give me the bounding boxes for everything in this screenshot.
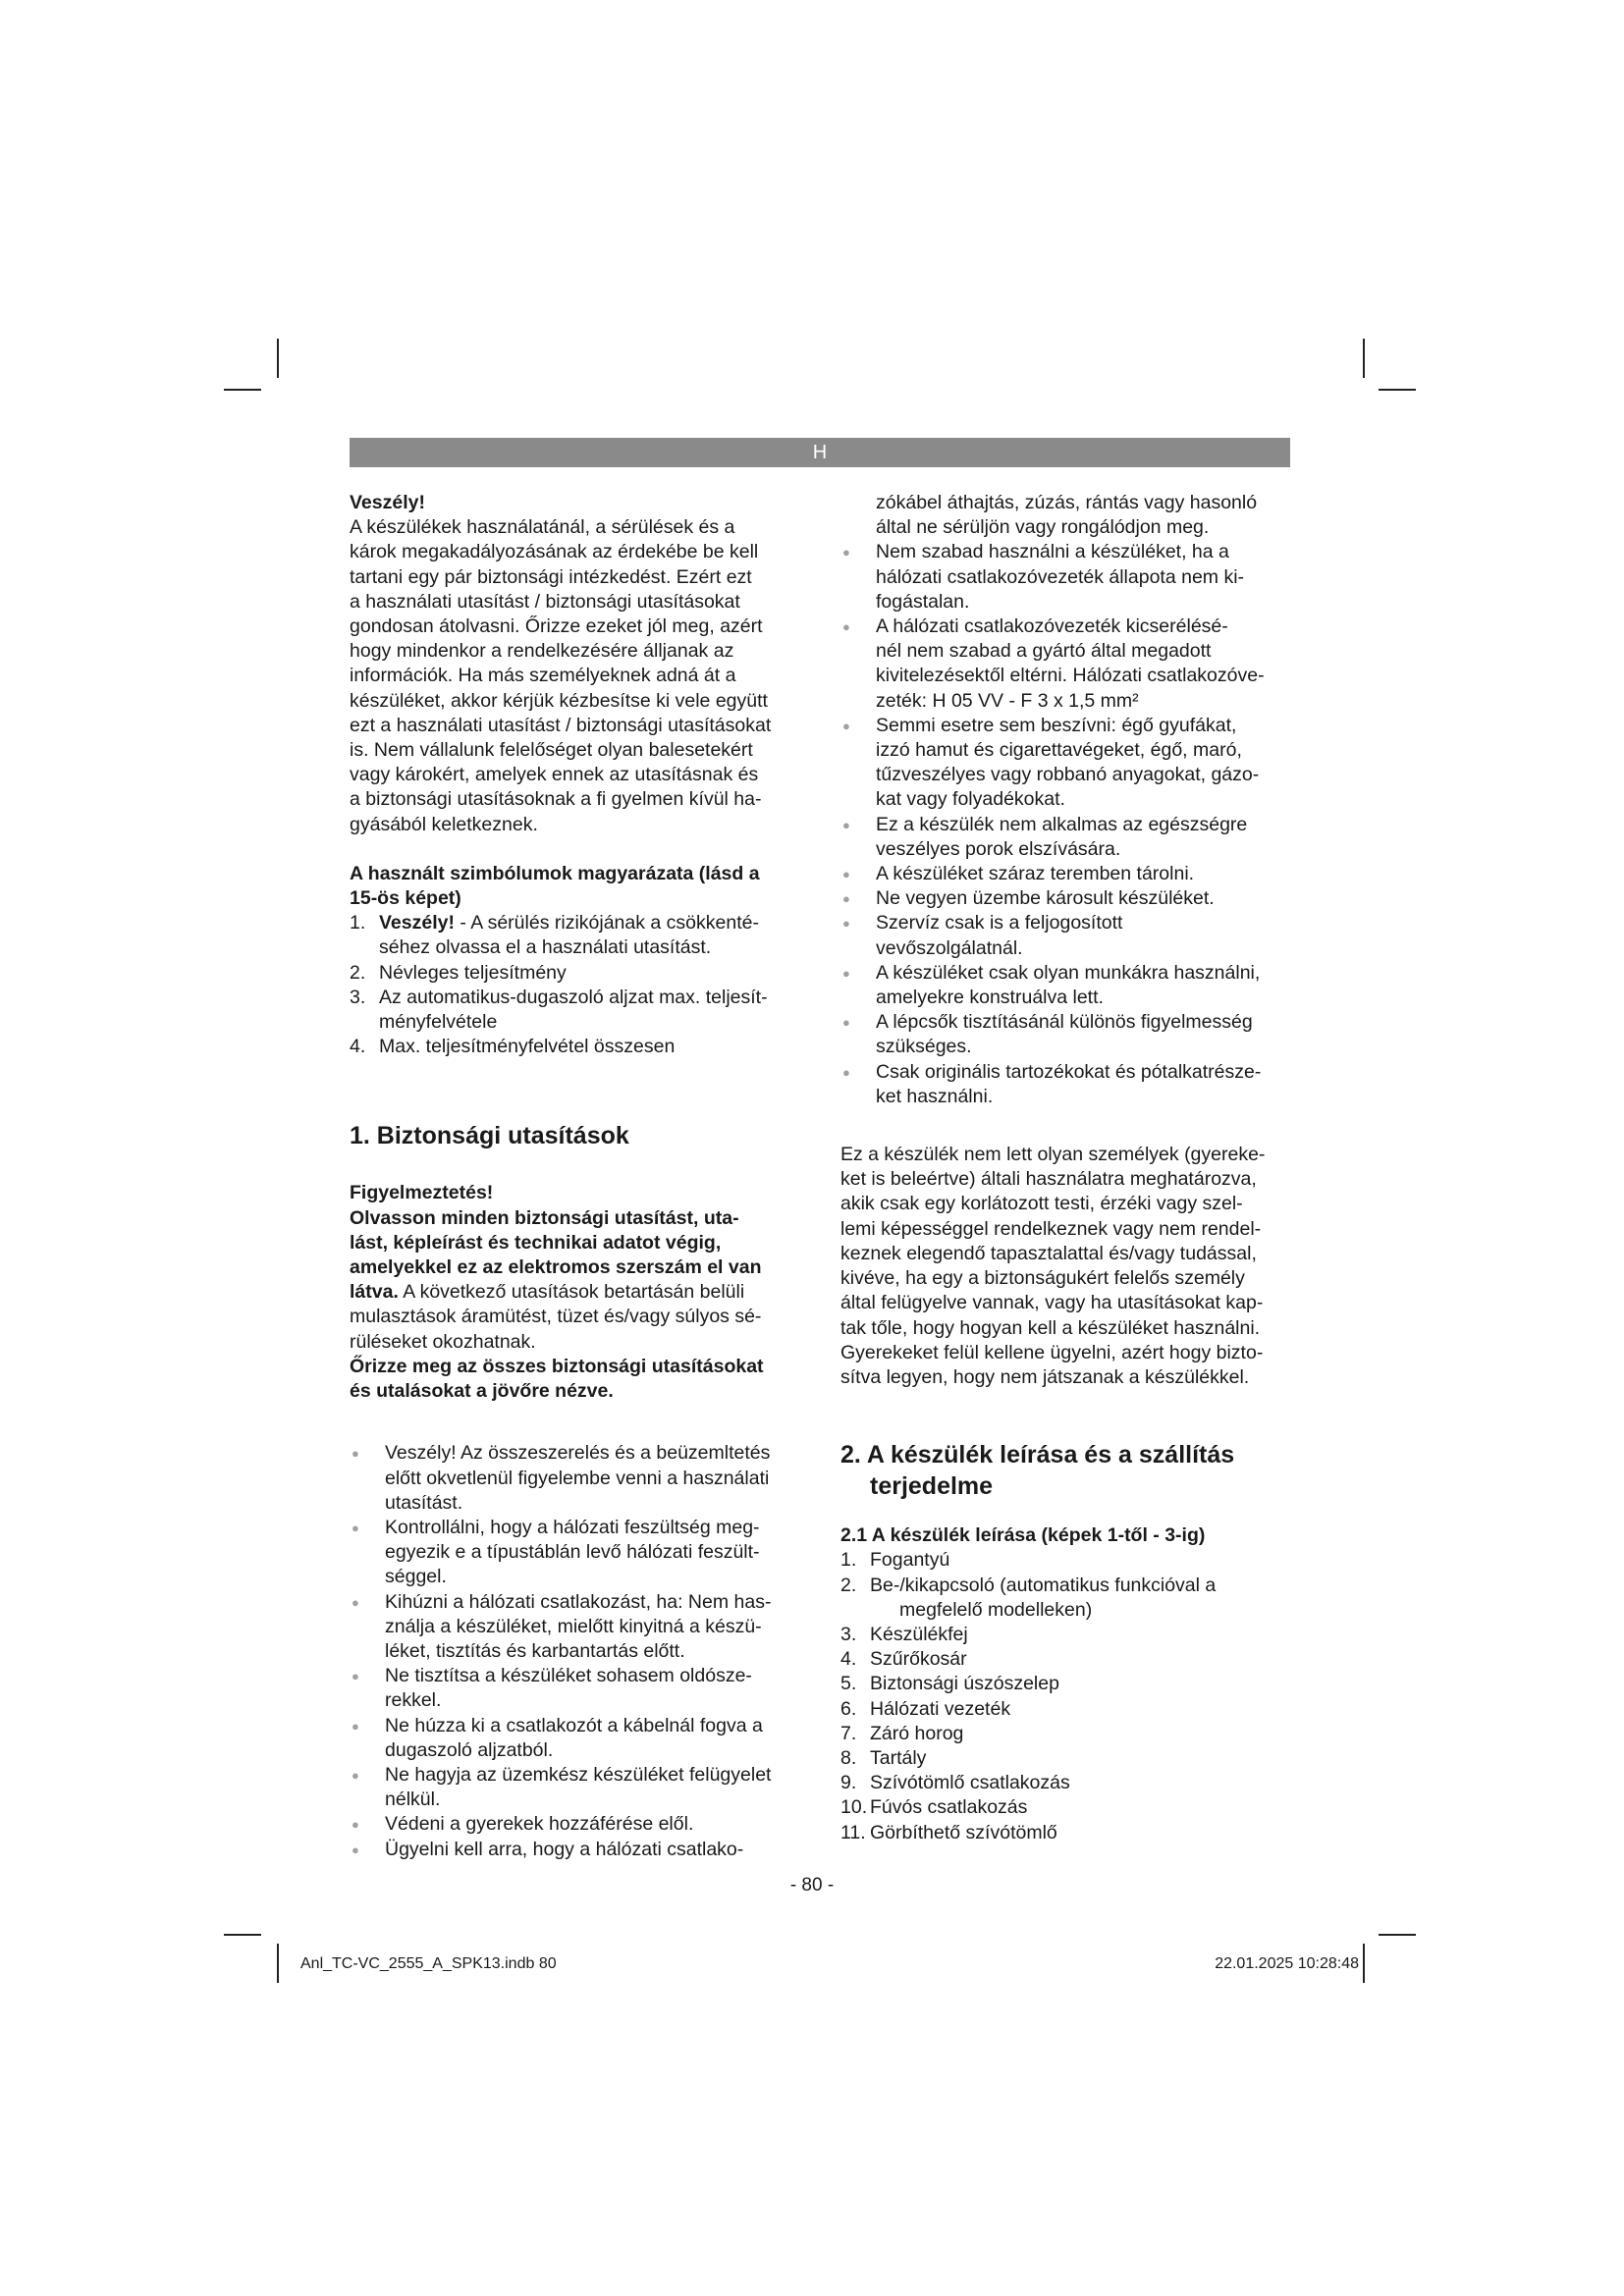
text-line: kivéve, ha egy a biztonságukért felelős személy [840, 1267, 1245, 1290]
item-number: 3. [350, 986, 366, 1008]
text-line: által felügyelve vannak, vagy ha utasításokat kap- [840, 1292, 1264, 1314]
text-line: Olvasson minden biztonsági utasítást, uta- [350, 1206, 739, 1229]
text-line: utasítást. [385, 1491, 463, 1514]
safety-bullets [350, 1441, 801, 1861]
text-line: Őrizze meg az összes biztonsági utasításokat [350, 1355, 764, 1377]
text-line: Be-/kikapcsoló (automatikus funkcióval a [870, 1574, 1217, 1596]
list-item [350, 1664, 801, 1713]
text-line: gondosan átolvasni. Őrizze ezeket jól meg, azért [350, 615, 763, 638]
text-line: ezt a használati utasítást / biztonsági utasításokat [350, 714, 772, 736]
list-item [840, 1821, 1292, 1845]
crop-mark [277, 1944, 279, 1983]
list-item [350, 1590, 801, 1665]
list-item [840, 1647, 1292, 1672]
text-line: ket is beleértve) általi használatra meghatározva, [840, 1168, 1257, 1191]
text-line: megfelelő modelleken) [899, 1598, 1093, 1621]
list-item [840, 1574, 1292, 1623]
text-line: zeték: H 05 VV - F 3 x 1,5 mm² [876, 689, 1139, 712]
text-line: szükséges. [876, 1036, 972, 1058]
text-line: is. Nem vállalunk felelőséget olyan balesetekért [350, 739, 753, 762]
text-line: ● Csak originális tartozékokat és pótalkatrésze- [876, 1060, 1262, 1083]
text-line: A következő utasítások betartásán belüli [398, 1281, 745, 1304]
text-line: ● Ne tisztítsa a készüléket sohasem oldósze- [385, 1665, 752, 1687]
text-line: Max. teljesítményfelvétel összesen [379, 1036, 676, 1058]
text-line: amelyekre konstruálva lett. [876, 987, 1104, 1009]
language-band [350, 438, 1290, 467]
crop-mark [1379, 1934, 1416, 1936]
list-item [350, 961, 801, 986]
list-item [840, 886, 1292, 911]
item-bold-label: Veszély! [379, 912, 455, 934]
text-line: nélkül. [385, 1789, 441, 1811]
list-item [350, 986, 801, 1035]
list-item [840, 961, 1292, 1010]
text-line: nél nem szabad a gyártó által megadott [876, 640, 1212, 663]
text-line: ● Védeni a gyerekek hozzáférése elől. [385, 1813, 694, 1836]
item-number: 5. [840, 1673, 857, 1695]
list-item [840, 1548, 1292, 1573]
text-line: dugaszoló aljzatból. [385, 1738, 554, 1761]
list-item [350, 1812, 801, 1837]
footer-file-name: Anl_TC-VC_2555_A_SPK13.indb 80 [300, 1955, 557, 1972]
text-line: gyásából keletkeznek. [350, 813, 538, 835]
text-line: Záró horog [870, 1722, 964, 1744]
text-line: vagy károkért, amelyek ennek az utasításnak és [350, 764, 759, 786]
subsection-2-1-title: 2.1 A készülék leírása (képek 1-től - 3-ig) [840, 1524, 1206, 1547]
right-column [840, 491, 1292, 1845]
list-item [350, 911, 801, 960]
text-line: Fúvós csatlakozás [870, 1796, 1028, 1819]
list-item [840, 714, 1292, 813]
text-line: lást, képleírást és technikai adatot végig, [350, 1231, 722, 1254]
text-line: A készülékek használatánál, a sérülések és a [350, 516, 735, 539]
text-line: ket használni. [876, 1085, 994, 1107]
list-item [350, 1516, 801, 1590]
text-line: Gyerekeket felül kellene ügyelni, azért hogy bizto- [840, 1341, 1264, 1363]
list-item [840, 1672, 1292, 1696]
text-line: ● A készüléket csak olyan munkákra használni, [876, 961, 1261, 984]
list-item [840, 1722, 1292, 1746]
list-item [840, 813, 1292, 862]
crop-mark [1379, 389, 1416, 391]
list-item [840, 911, 1292, 960]
list-item [840, 1746, 1292, 1771]
text-line: A használt szimbólumok magyarázata (lásd a [350, 862, 760, 884]
text-line: ● Ne húzza ki a csatlakozót a kábelnál fogva a [385, 1714, 763, 1736]
list-item [350, 1441, 801, 1516]
text-line: ● A lépcsők tisztításánál különös figyelmesség [876, 1011, 1253, 1034]
text-line: Hálózati vezeték [870, 1697, 1011, 1720]
text-line: kat vagy folyadékokat. [876, 788, 1065, 811]
text-line: ● Ne vegyen üzembe károsult készüléket. [876, 887, 1215, 910]
persons-paragraph [840, 1143, 1292, 1390]
text-line: 2. A készülék leírása és a szállítás [840, 1441, 1235, 1469]
list-item [840, 1697, 1292, 1722]
list-item [840, 862, 1292, 886]
text-line: amelyekkel ez az elektromos szerszám el van [350, 1256, 762, 1279]
list-item [840, 1795, 1292, 1820]
text-line: Névleges teljesítmény [379, 961, 567, 984]
text-line: ● Ügyelni kell arra, hogy a hálózati csatlako- [385, 1838, 744, 1860]
text-line: léket, tisztítás és karbantartás előtt. [385, 1639, 685, 1662]
text-line: rekkel. [385, 1689, 442, 1712]
symbols-list [350, 911, 801, 1059]
crop-mark [1363, 1944, 1365, 1983]
text-line: kivitelezésektől eltérni. Hálózati csatlakozóve- [876, 665, 1265, 687]
text-line: hogy mindenkor a rendelkezésére álljanak az [350, 640, 734, 663]
item-number: 3. [840, 1623, 857, 1645]
text-line: Biztonsági úszószelep [870, 1673, 1059, 1695]
item-number: 9. [840, 1772, 857, 1794]
text-line: ● A készüléket száraz teremben tárolni. [876, 863, 1195, 885]
text-line: hálózati csatlakozóvezeték állapota nem ki- [876, 565, 1245, 588]
text-line: sítva legyen, hogy nem játszanak a készülékkel. [840, 1365, 1250, 1388]
list-item [350, 1035, 801, 1059]
text-line: és utalásokat a jövőre nézve. [350, 1380, 614, 1403]
text-line: Szűrőkosár [870, 1648, 967, 1671]
text-line: izzó hamut és cigarettavégeket, égő, maró, [876, 739, 1242, 762]
item-number: 4. [350, 1036, 366, 1058]
text-line: keznek elegendő tapasztalattal és/vagy tudással, [840, 1242, 1257, 1264]
text-line: ● Kontrollálni, hogy a hálózati feszültség meg- [385, 1516, 760, 1538]
item-number: 2. [350, 961, 366, 984]
text-line: veszélyes porok elszívására. [876, 837, 1121, 860]
text-line: Görbíthető szívótömlő [870, 1821, 1057, 1843]
parts-list [840, 1548, 1292, 1844]
section-1-title: 1. Biztonsági utasítások [350, 1122, 629, 1150]
page-number: - 80 - [789, 1875, 835, 1896]
text-line: mulasztások áramütést, tüzet és/vagy súlyos sé- [350, 1306, 762, 1328]
text-line: akik csak egy korlátozott testi, érzéki vagy szel- [840, 1193, 1243, 1215]
safety-bullets-continued [840, 540, 1292, 1109]
text-line: ● Semmi esetre sem beszívni: égő gyufákat, [876, 714, 1237, 736]
text-line: terjedelme [870, 1472, 994, 1501]
text-line: által ne sérüljön vagy rongálódjon meg. [876, 516, 1210, 539]
text-line: tartani egy pár biztonsági intézkedést. Ezért ezt [350, 565, 752, 588]
item-number: 6. [840, 1697, 857, 1720]
list-item [350, 1714, 801, 1763]
crop-mark [224, 1934, 261, 1936]
text-line: egyezik e a típustáblán levő hálózati feszült- [385, 1541, 760, 1564]
text-line: Készülékfej [870, 1623, 968, 1645]
symbols-title [350, 862, 801, 911]
text-line: 15-ös képet) [350, 887, 461, 910]
left-column [350, 491, 801, 1862]
item-number: 1. [350, 912, 366, 934]
text-line: készüléket, akkor kérjük kézbesítse ki vele együtt [350, 689, 768, 712]
crop-mark [277, 339, 279, 378]
text-line: ● Ne hagyja az üzemkész készüléket felügyelet [385, 1763, 772, 1786]
text-line: információk. Ha más személyeknek adná át a [350, 665, 736, 687]
text-line: ● Veszély! Az összeszerelés és a beüzemltetés [385, 1442, 771, 1465]
list-item [350, 1838, 801, 1862]
text-line: ● Kihúzni a hálózati csatlakozást, ha: Nem has- [385, 1590, 772, 1613]
intro-text [350, 515, 801, 837]
list-item [840, 1623, 1292, 1647]
text-line: Fogantyú [870, 1549, 950, 1572]
text-line: ● Nem szabad használni a készüléket, ha a [876, 541, 1229, 563]
item-number: 1. [840, 1549, 857, 1572]
text-line: károk megakadályozásának az érdekébe be kell [350, 541, 759, 563]
text-line: tűzveszélyes vagy robbanó anyagokat, gázo- [876, 764, 1260, 786]
text-line: Az automatikus-dugaszoló aljzat max. teljesít- [379, 986, 768, 1008]
continued-text [840, 491, 1292, 540]
item-number: 8. [840, 1746, 857, 1769]
item-number: 4. [840, 1648, 857, 1671]
warning-title: Figyelmeztetés! [350, 1182, 494, 1204]
list-item [840, 1771, 1292, 1795]
text-line: a biztonsági utasításoknak a fi gyelmen kívül ha- [350, 788, 762, 811]
text-line: ményfelvétele [379, 1011, 498, 1034]
footer-timestamp: 22.01.2025 10:28:48 [1215, 1955, 1359, 1972]
text-line: rüléseket okozhatnak. [350, 1330, 536, 1353]
text-line: látva. [350, 1281, 399, 1304]
list-item [840, 614, 1292, 714]
item-number: 11. [840, 1821, 866, 1843]
language-label: H [812, 442, 828, 463]
crop-mark [224, 389, 261, 391]
text-line: ● Ez a készülék nem alkalmas az egészségre [876, 813, 1248, 835]
crop-mark [1363, 339, 1365, 378]
text-line: - A sérülés rizikójának a csökkenté- [454, 912, 759, 934]
list-item [840, 1060, 1292, 1109]
text-line: séhez olvassa el a használati utasítást. [379, 936, 712, 959]
intro-title: Veszély! [350, 492, 425, 513]
text-line: zókábel áthajtás, zúzás, rántás vagy hasonló [876, 492, 1258, 513]
list-item [840, 1010, 1292, 1059]
text-line: a használati utasítást / biztonsági utasításokat [350, 590, 740, 613]
text-line: Szívótömlő csatlakozás [870, 1772, 1070, 1794]
text-line: ● A hálózati csatlakozóvezeték kicserélésé- [876, 615, 1228, 638]
list-item [350, 1763, 801, 1812]
section-2-title [840, 1439, 1292, 1502]
text-line: lemi képességgel rendelkeznek vagy nem rendel- [840, 1217, 1262, 1240]
text-line: ● Szervíz csak is a feljogosított [876, 912, 1123, 934]
text-line: séggel. [385, 1566, 447, 1588]
text-line: tak tőle, hogy hogyan kell a készüléket használni. [840, 1316, 1261, 1339]
text-line: ználja a készüléket, mielőtt kinyitná a készü- [385, 1615, 762, 1637]
text-line: Ez a készülék nem lett olyan személyek (gyereke- [840, 1144, 1266, 1166]
list-item [840, 540, 1292, 614]
text-line: vevőszolgálatnál. [876, 936, 1023, 959]
text-line: Tartály [870, 1746, 927, 1769]
item-number: 7. [840, 1722, 857, 1744]
warning-text [350, 1206, 801, 1405]
text-line: előtt okvetlenül figyelembe venni a használati [385, 1467, 770, 1489]
item-number: 2. [840, 1574, 857, 1596]
text-line: fogástalan. [876, 590, 970, 613]
item-number: 10. [840, 1796, 868, 1819]
